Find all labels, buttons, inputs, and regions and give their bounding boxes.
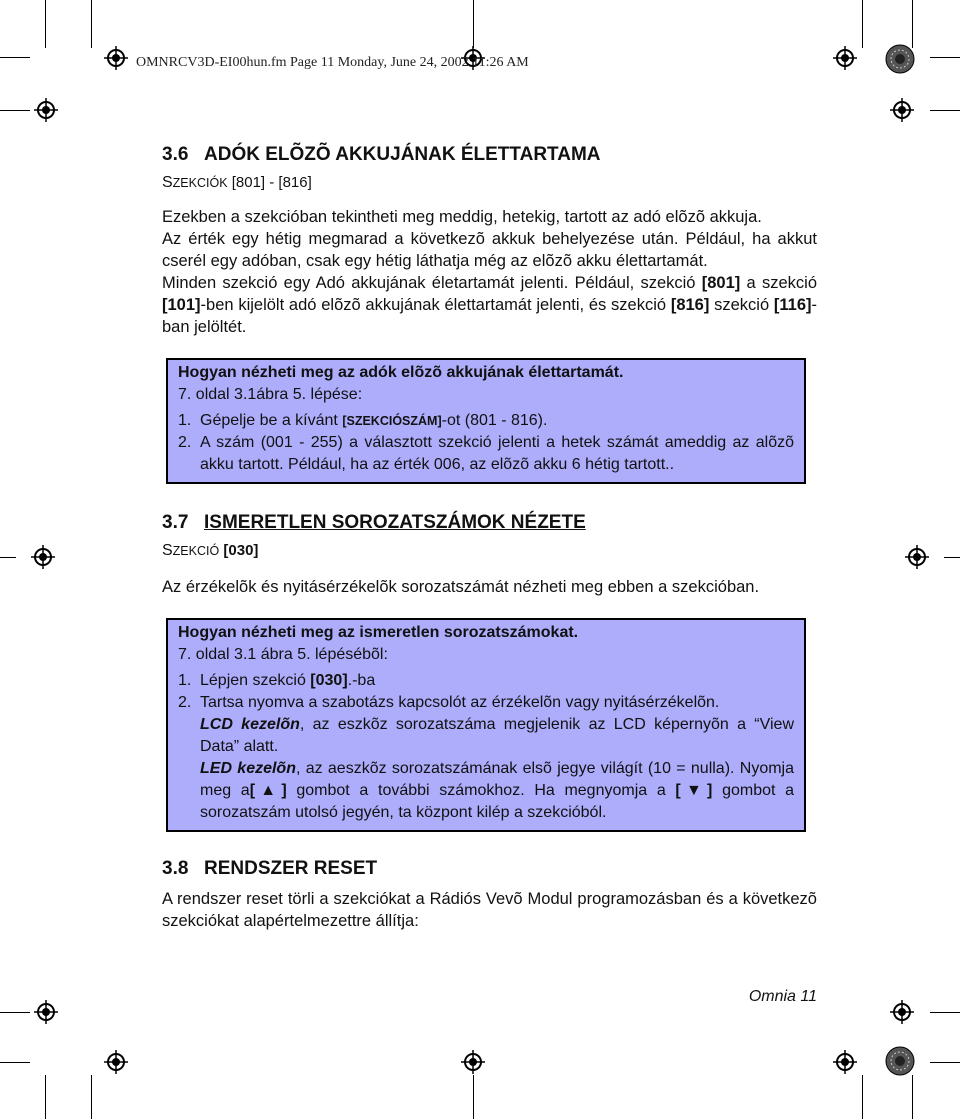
howto-title: Hogyan nézheti meg az ismeretlen sorozatszámokat. [178, 624, 579, 641]
section-number: 3.7 [162, 512, 189, 533]
section-3-8-description [162, 888, 817, 932]
section-3-6-howto-box [166, 358, 806, 484]
registration-mark-icon [34, 98, 58, 122]
section-3-7-description [162, 576, 817, 598]
registration-mark-icon [34, 1000, 58, 1024]
section-title: ADÓK ELÕZÕ AKKUJÁNAK ÉLETTARTAMA [204, 144, 601, 165]
section-3-7-section: SZEKCIÓ [030] [162, 542, 259, 559]
section-title: ISMERETLEN SOROZATSZÁMOK NÉZETE [204, 512, 586, 533]
registration-mark-icon [31, 545, 55, 569]
howto-reference: 7. oldal 3.1ábra 5. lépése: [178, 386, 363, 403]
section-number-key: [SZEKCIÓSZÁM] [342, 414, 442, 428]
color-bar-starburst-icon [885, 1046, 915, 1076]
section-3-6-sections: SZEKCIÓK [801] - [816] [162, 174, 312, 191]
howto-steps [178, 670, 794, 824]
up-arrow-key: [▲] [249, 782, 287, 799]
section-3-8-heading [162, 858, 377, 880]
paragraph: Minden szekció egy Adó akkujának életartamát jelenti. Például, szekció [801] a szekció [101]-ben kijelölt adó elõzõ akkujának élettartamát jelenti, és szekció [816] szekció [116]-ban jelöltét. [162, 274, 818, 336]
paragraph: Az érték egy hétig megmarad a következõ akkuk behelyezése után. Például, ha akkut cserél egy adóban, csak egy hétig láthatja még az elõzõ akku élettartamát. [162, 230, 817, 270]
section-3-7-howto-box [166, 618, 806, 832]
lcd-keypad-label: LCD kezelõn [200, 716, 300, 733]
section-3-7-heading [162, 512, 586, 534]
section-number: 3.6 [162, 144, 189, 165]
paragraph: Ezekben a szekcióban tekintheti meg meddig, hetekig, tartott az adó elõzõ akkuja. [162, 208, 762, 226]
registration-mark-icon [461, 1050, 485, 1074]
down-arrow-key: [▼] [675, 782, 713, 799]
registration-mark-icon [905, 545, 929, 569]
paragraph: Az érzékelõk és nyitásérzékelõk sorozatszámát nézheti meg ebben a szekcióban. [162, 578, 760, 596]
registration-mark-icon [890, 1000, 914, 1024]
section-title: RENDSZER RESET [204, 858, 378, 879]
registration-mark-icon [833, 1050, 857, 1074]
howto-steps [178, 410, 794, 476]
howto-reference: 7. oldal 3.1 ábra 5. lépésébõl: [178, 646, 388, 663]
registration-mark-icon [104, 46, 128, 70]
howto-step: 2. Tartsa nyomva a szabotázs kapcsolót az érzékelõn vagy nyitásérzékelõn. LCD kezelõn, az eszkõz sorozatszáma megjelenik az LCD képernyõn a “View Data” alatt. LED kezelõn, az aeszkõz sorozatszámának elsõ jegye világít (10 = nulla). Nyomja meg a[▲] gombot a további számokhoz. Ha megnyomja a [▼] gombot a sorozatszám utolsó jegyén, ta központ kilép a szekcióból. [178, 694, 795, 821]
color-bar-starburst-icon [885, 44, 915, 74]
file-info-header: OMNRCV3D-EI00hun.fm Page 11 Monday, June 24, 2002 11:26 AM [136, 55, 529, 70]
howto-step: 1. Lépjen szekció [030].-ba [178, 672, 376, 689]
howto-step: 2. A szám (001 - 255) a választott szekció jelenti a hetek számát ameddig az alõzõ akku tartott. Például, ha az érték 006, az elõzõ akku 6 hétig tartott.. [178, 434, 794, 473]
howto-step: 1. Gépelje be a kívánt [SZEKCIÓSZÁM]-ot (801 - 816). [178, 412, 548, 429]
section-3-6-heading [162, 144, 601, 166]
paragraph: A rendszer reset törli a szekciókat a Rádiós Vevõ Modul programozásban és a következõ szekciókat alapértelmezettre állítja: [162, 890, 817, 930]
section-3-6-description [162, 206, 817, 338]
registration-mark-icon [104, 1050, 128, 1074]
howto-title: Hogyan nézheti meg az adók elõzõ akkujának élettartamát. [178, 364, 624, 381]
section-number: 3.8 [162, 858, 189, 879]
registration-mark-icon [833, 46, 857, 70]
registration-mark-icon [890, 98, 914, 122]
led-keypad-label: LED kezelõn [200, 760, 296, 777]
page-number-footer: Omnia 11 [748, 988, 817, 1005]
